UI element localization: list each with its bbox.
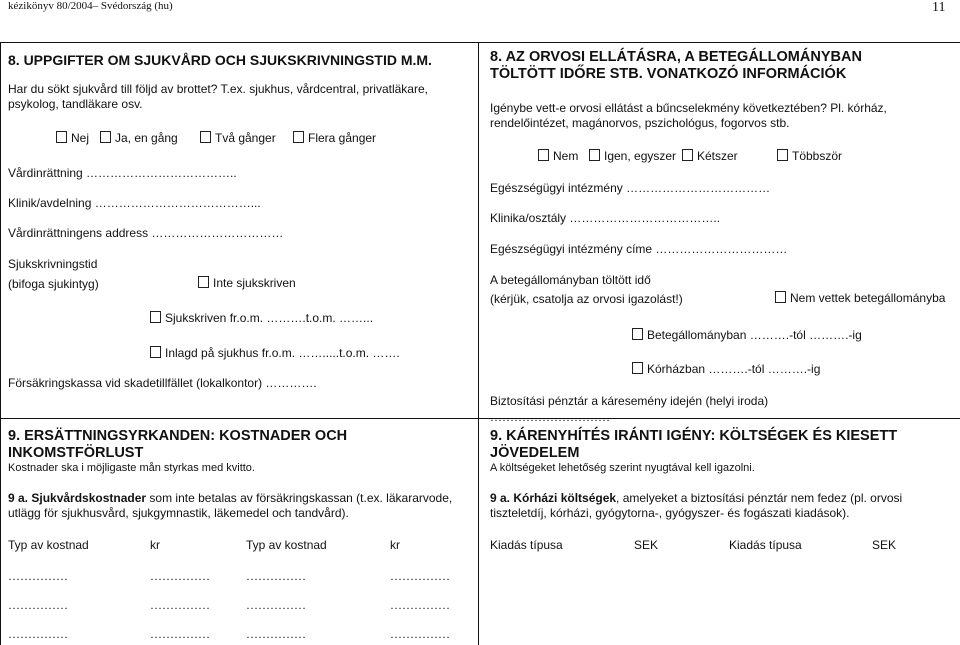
checkbox-icon[interactable] [589, 149, 600, 161]
checkbox-icon[interactable] [775, 291, 786, 303]
right-s8-title: 8. AZ ORVOSI ELLÁTÁSRA, A BETEGÁLLOMÁNYBAN TÖLTÖTT IDŐRE STB. VONATKOZÓ INFORMÁCIÓK [490, 49, 862, 82]
dotted-cell[interactable]: …………… [390, 598, 450, 612]
option-betegallomanyban[interactable]: Betegállományban ……….-tól ……….-ig [632, 328, 862, 342]
dotted-cell[interactable]: …………… [246, 627, 306, 641]
field-address[interactable]: Vårdinrättningens address …………………………… [8, 226, 284, 240]
dotted-cell[interactable]: …………… [390, 627, 450, 641]
option-nej[interactable]: Nej [56, 131, 89, 145]
col-typ-av-kostnad-2: Typ av kostnad [246, 538, 327, 552]
dotted-cell[interactable]: …………… [246, 569, 306, 583]
field-intezmeny-cime[interactable]: Egészségügyi intézmény címe …………………………… [490, 242, 788, 256]
col-typ-av-kostnad-1: Typ av kostnad [8, 538, 89, 552]
option-ja-en-gang[interactable]: Ja, en gång [100, 131, 178, 145]
field-forsakringskassa[interactable]: Försäkringskassa vid skadetillfället (lokalkontor) …………. [8, 376, 317, 390]
col-kiadas-tipusa-2: Kiadás típusa [729, 538, 802, 552]
csatolja-label: (kérjük, csatolja az orvosi igazolást!) [490, 292, 683, 306]
right-s8-question-line1: Igénybe vett-e orvosi ellátást a bűncselekmény következtében? Pl. kórház, [490, 101, 887, 115]
checkbox-icon[interactable] [293, 131, 304, 143]
checkbox-icon[interactable] [56, 131, 67, 143]
section-divider [0, 418, 960, 419]
field-klinik[interactable]: Klinik/avdelning …………………………………... [8, 196, 261, 210]
middle-rule [478, 42, 479, 645]
col-sek-1: SEK [634, 538, 659, 552]
option-inte-sjukskriven[interactable]: Inte sjukskriven [198, 276, 296, 290]
option-sjukskriven[interactable]: Sjukskriven fr.o.m. ……….t.o.m. ……... [150, 311, 373, 325]
checkbox-icon[interactable] [632, 328, 643, 340]
checkbox-icon[interactable] [198, 276, 209, 288]
field-biztositasi[interactable]: ………………………… [490, 410, 610, 424]
col-sek-2: SEK [872, 538, 897, 552]
dotted-cell[interactable]: …………… [8, 598, 68, 612]
field-biztositasi-label: Biztosítási pénztár a káresemény idején (helyi iroda) [490, 394, 769, 408]
sjukskrivningstid-label: Sjukskrivningstid [8, 257, 98, 271]
right-s9a-line2: tiszteletdíj, kórházi, gyógytorna-, gyógyszer- és fogászati kiadások). [490, 506, 850, 520]
doc-header: kézikönyv 80/2004– Svédország (hu) [8, 0, 173, 12]
option-korhazban[interactable]: Kórházban ……….-tól ……….-ig [632, 362, 820, 376]
field-vardinrattning[interactable]: Vårdinrättning ……………………………….. [8, 166, 237, 180]
left-s9-title: 9. ERSÄTTNINGSYRKANDEN: KOSTNADER OCH INKOMSTFÖRLUST [8, 428, 348, 461]
checkbox-icon[interactable] [632, 362, 643, 374]
left-s8-title: 8. UPPGIFTER OM SJUKVÅRD OCH SJUKSKRIVNINGSTID M.M. [8, 52, 432, 68]
right-s8-question-line2: rendelőintézet, magánorvos, pszichológus, fogorvos stb. [490, 116, 790, 130]
left-s9a-line2: utlägg för sjukhusvård, sjukgymnastik, läkemedel och tandvård). [8, 506, 349, 520]
checkbox-icon[interactable] [538, 149, 549, 161]
page-number: 11 [932, 0, 946, 15]
option-ketszer[interactable]: Kétszer [682, 149, 738, 163]
checkbox-icon[interactable] [150, 311, 161, 323]
dotted-cell[interactable]: …………… [8, 569, 68, 583]
right-s9-title: 9. KÁRENYHÍTÉS IRÁNTI IGÉNY: KÖLTSÉGEK ÉS KIESETT JÖVEDELEM [490, 428, 898, 461]
right-s9a-line1: 9 a. Kórházi költségek, amelyeket a biztosítási pénztár nem fedez (pl. orvosi [490, 491, 903, 505]
dotted-cell[interactable]: …………… [150, 569, 210, 583]
field-klinika[interactable]: Klinika/osztály ……………………………….. [490, 211, 721, 225]
bifoga-label: (bifoga sjukintyg) [8, 277, 99, 291]
col-kiadas-tipusa-1: Kiadás típusa [490, 538, 563, 552]
option-tobbszor[interactable]: Többször [777, 149, 842, 163]
dotted-cell[interactable]: …………… [246, 598, 306, 612]
option-nem-vettek[interactable]: Nem vettek betegállományba [775, 291, 945, 305]
dotted-cell[interactable]: …………… [8, 627, 68, 641]
dotted-cell[interactable]: …………… [150, 627, 210, 641]
option-inlagd[interactable]: Inlagd på sjukhus fr.o.m. …….....t.o.m. ……. [150, 346, 400, 360]
checkbox-icon[interactable] [777, 149, 788, 161]
left-rule [0, 42, 1, 645]
option-nem[interactable]: Nem [538, 149, 578, 163]
option-igen-egyszer[interactable]: Igen, egyszer [589, 149, 676, 163]
dotted-cell[interactable]: …………… [150, 598, 210, 612]
right-s9-subtitle: A költségeket lehetőség szerint nyugtával kell igazolni. [490, 462, 755, 474]
field-intezmeny[interactable]: Egészségügyi intézmény ……………………………… [490, 181, 771, 195]
left-s8-question-line1: Har du sökt sjukvård till följd av brottet? T.ex. sjukhus, vårdcentral, privatläkare, [8, 82, 428, 96]
checkbox-icon[interactable] [682, 149, 693, 161]
left-s8-question-line2: psykolog, tandläkare osv. [8, 97, 143, 111]
left-s9-subtitle: Kostnader ska i möjligaste mån styrkas med kvitto. [8, 462, 255, 474]
option-tva-ganger[interactable]: Två gånger [200, 131, 276, 145]
top-rule [0, 42, 960, 43]
checkbox-icon[interactable] [150, 346, 161, 358]
option-flera-ganger[interactable]: Flera gånger [293, 131, 376, 145]
col-kr-1: kr [150, 538, 160, 552]
col-kr-2: kr [390, 538, 400, 552]
checkbox-icon[interactable] [200, 131, 211, 143]
betegallomany-label: A betegállományban töltött idő [490, 273, 651, 287]
checkbox-icon[interactable] [100, 131, 111, 143]
left-s9a-line1: 9 a. Sjukvårdskostnader som inte betalas av försäkringskassan (t.ex. läkararvode, [8, 491, 453, 505]
dotted-cell[interactable]: …………… [390, 569, 450, 583]
